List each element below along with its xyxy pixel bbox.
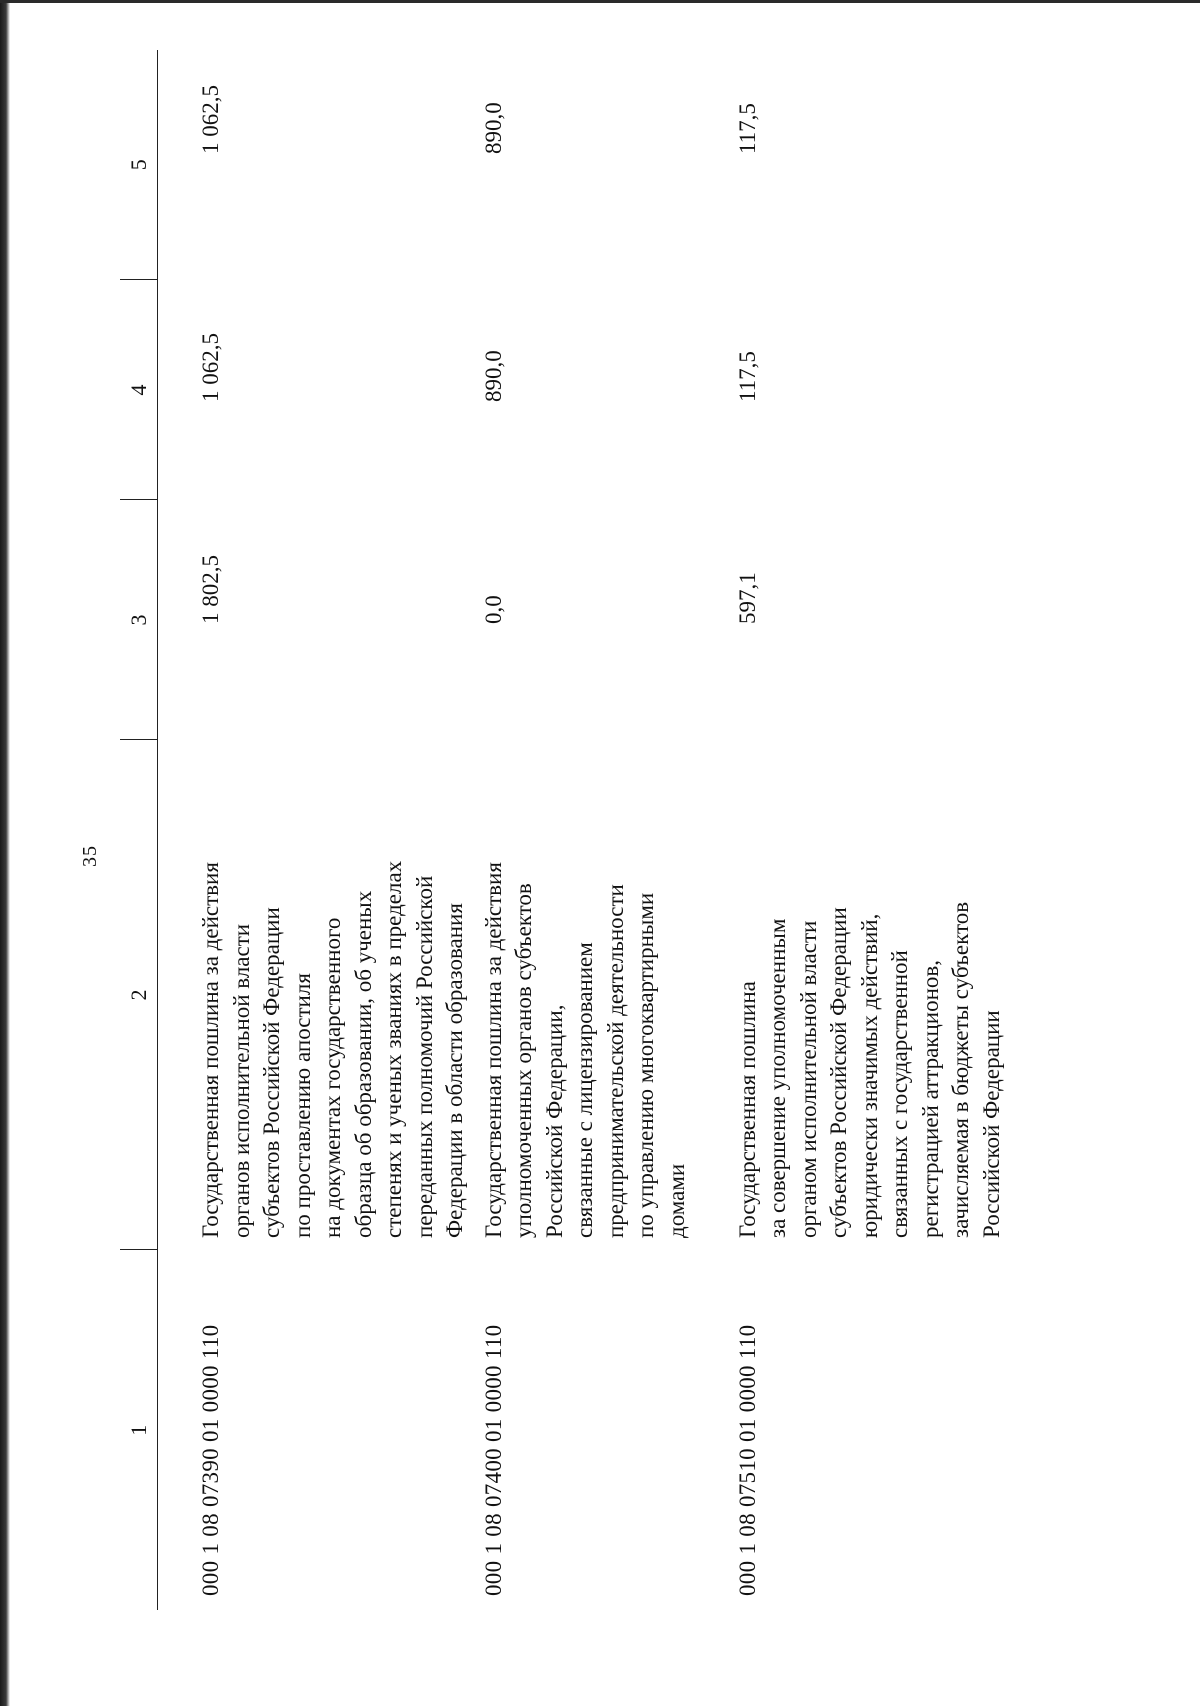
description-line: по управлению многоквартирными [633,892,658,1238]
description-line: степенях и ученых званиях в пределах [381,860,406,1238]
row-value-col3: 1 802,5 [198,555,223,624]
table-row [158,50,471,1610]
row-value-col5: 1 062,5 [198,85,223,154]
row-value-col4: 117,5 [734,351,760,402]
row-value-col5: 117,5 [734,103,760,154]
description-line: за совершение уполномоченным [765,918,790,1238]
row-value-col4: 890,0 [480,350,506,402]
table-body [158,50,1008,1610]
table-row [471,50,725,1610]
page-number: 35 [79,845,101,867]
description-line: Российской Федерации [978,1010,1004,1238]
row-description [471,740,725,1250]
description-line: Государственная пошлина за действия [480,862,506,1238]
table-header [120,50,158,1610]
row-value-col5: 890,0 [480,102,506,154]
row-description [158,740,471,1250]
description-line: домами [663,1163,689,1238]
description-line: органом исполнительной власти [795,920,821,1238]
description-line: связанные с лицензированием [572,942,597,1238]
description-line: субъектов Российской Федерации [259,907,284,1238]
description-line: субъектов Российской Федерации [826,907,851,1238]
description-line: зачисляемая в бюджеты субъектов [948,901,973,1238]
rotated-table-wrapper [120,50,1004,1610]
description-line: регистрацией аттракционов, [917,960,943,1238]
description-line: образца об образовании, об ученых [350,890,376,1238]
description-line: органов исполнительной власти [228,923,254,1238]
description-line: уполномоченных органов субъектов [511,883,536,1238]
scan-edge-left [0,0,10,1706]
description-line: Государственная пошлина за действия [198,862,223,1238]
header-col-1: 1 [120,1250,158,1610]
table-row [725,50,1008,1610]
budget-table [120,50,1007,1610]
row-code: 000 1 08 07390 01 0000 110 [198,1324,223,1596]
header-col-2: 2 [120,740,158,1250]
description-line: юридически значимых действий, [856,913,882,1238]
row-value-col4: 1 062,5 [198,333,223,402]
description-line: предпринимательской деятельности [602,884,628,1238]
row-value-col3: 597,1 [734,572,760,624]
row-description [725,740,1008,1250]
row-code: 000 1 08 07400 01 0000 110 [480,1324,506,1596]
description-line: Федерации в области образования [442,903,467,1238]
description-line: Государственная пошлина [734,981,760,1238]
description-line: связанных с государственной [887,950,912,1238]
description-line: переданных полномочий Российской [411,875,437,1238]
row-code: 000 1 08 07510 01 0000 110 [734,1324,760,1596]
description-line: на документах государственного [320,917,345,1238]
row-value-col3: 0,0 [480,595,506,624]
scan-edge-top [0,0,1200,3]
description-line: Российской Федерации, [541,1004,567,1238]
header-col-5: 5 [120,50,158,280]
description-line: по проставлению апостиля [289,973,315,1238]
header-col-4: 4 [120,280,158,500]
header-col-3: 3 [120,500,158,740]
header-row [120,50,158,1610]
